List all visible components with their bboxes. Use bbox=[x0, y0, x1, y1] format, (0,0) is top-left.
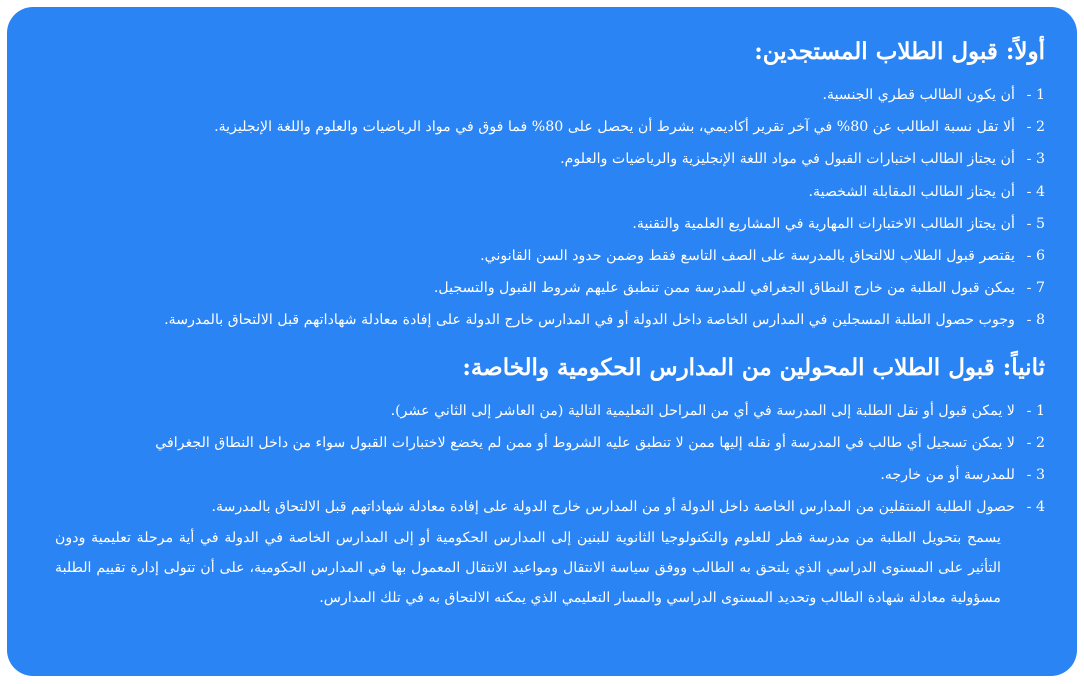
item-text: أن يجتاز الطالب اختبارات القبول في مواد اللغة الإنجليزية والرياضيات والعلوم. bbox=[560, 151, 1015, 168]
item-number: 2 - bbox=[1026, 434, 1045, 451]
item-number: 3 - bbox=[1026, 467, 1045, 484]
item-text: وجوب حصول الطلبة المسجلين في المدارس الخاصة داخل الدولة أو في المدارس خارج الدولة على إفادة معادلة شهاداتهم قبل الالتحاق بالمدرسة. bbox=[164, 312, 1015, 329]
item-number: 5 - bbox=[1026, 215, 1045, 232]
item-text: ألا تقل نسبة الطالب عن 80% في آخر تقرير أكاديمي، بشرط أن يحصل على 80% فما فوق في مواد الرياضيات والعلوم واللغة الإنجليزية. bbox=[214, 119, 1015, 136]
item-number: 6 - bbox=[1026, 248, 1045, 265]
list-item bbox=[55, 459, 1045, 491]
section-1-title: أولاً: قبول الطلاب المستجدين: bbox=[754, 38, 1045, 65]
list-item bbox=[55, 272, 1045, 304]
list-item bbox=[55, 176, 1045, 208]
item-number: 4 - bbox=[1026, 499, 1045, 516]
list-item bbox=[55, 240, 1045, 272]
item-text: لا يمكن تسجيل أي طالب في المدرسة أو نقله إليها ممن لا تنطبق عليه الشروط أو ممن لم يخضع لاختبارات القبول سواء من داخل النطاق الجغرافي bbox=[155, 434, 1015, 451]
item-text: يمكن قبول الطلبة من خارج النطاق الجغرافي للمدرسة ممن تنطبق عليهم شروط القبول والتسجيل. bbox=[433, 280, 1015, 297]
item-text: للمدرسة أو من خارجه. bbox=[880, 467, 1015, 484]
item-text: أن يكون الطالب قطري الجنسية. bbox=[822, 87, 1015, 103]
item-number: 1 - bbox=[1026, 402, 1045, 419]
item-text: حصول الطلبة المنتقلين من المدارس الخاصة داخل الدولة أو من المدارس خارج الدولة على إفادة معادلة شهاداتهم قبل الالتحاق بالمدرسة. bbox=[211, 499, 1015, 516]
list-item bbox=[55, 111, 1045, 143]
list-item bbox=[55, 304, 1045, 336]
item-number: 2 - bbox=[1026, 119, 1045, 136]
item-number: 8 - bbox=[1026, 312, 1045, 329]
list-item bbox=[55, 208, 1045, 240]
item-number: 7 - bbox=[1026, 280, 1045, 297]
item-number: 1 - bbox=[1026, 87, 1045, 103]
list-item bbox=[55, 427, 1045, 459]
item-number: 3 - bbox=[1026, 151, 1045, 168]
list-item bbox=[55, 491, 1045, 523]
item-text: يقتصر قبول الطلاب للالتحاق بالمدرسة على الصف التاسع فقط وضمن حدود السن القانوني. bbox=[480, 248, 1015, 265]
transfer-paragraph: يسمح بتحويل الطلبة من مدرسة قطر للعلوم والتكنولوجيا الثانوية للبنين إلى المدارس الحكومية أو إلى المدارس الخاصة في الدولة في أية مرحلة تعليمية ودون التأثير على المستوى الدراسي الذي يلتحق به الطالب ووفق سياسة الانتقال ومواعيد الانتقال المعمول بها في المدارس الحكومية، على أن تتولى إدارة تقييم الطلبة مسؤولية معادلة شهادة الطالب وتحديد المستوى الدراسي والمسار التعليمي الذي يمكنه الالتحاق به في تلك المدارس. bbox=[55, 530, 1001, 607]
list-item bbox=[55, 79, 1045, 111]
section-2-title: ثانياً: قبول الطلاب المحولين من المدارس الحكومية والخاصة: bbox=[462, 353, 1045, 381]
item-text: أن يجتاز الطالب الاختبارات المهارية في المشاريع العلمية والتقنية. bbox=[632, 215, 1015, 232]
item-text: لا يمكن قبول أو نقل الطلبة إلى المدرسة في أي من المراحل التعليمية التالية (من العاشر إلى الثاني عشر). bbox=[390, 402, 1015, 419]
list-item bbox=[55, 395, 1045, 427]
item-number: 4 - bbox=[1026, 183, 1045, 200]
item-text: أن يجتاز الطالب المقابلة الشخصية. bbox=[808, 183, 1015, 200]
admission-policy-panel bbox=[7, 7, 1077, 676]
list-item bbox=[55, 143, 1045, 175]
